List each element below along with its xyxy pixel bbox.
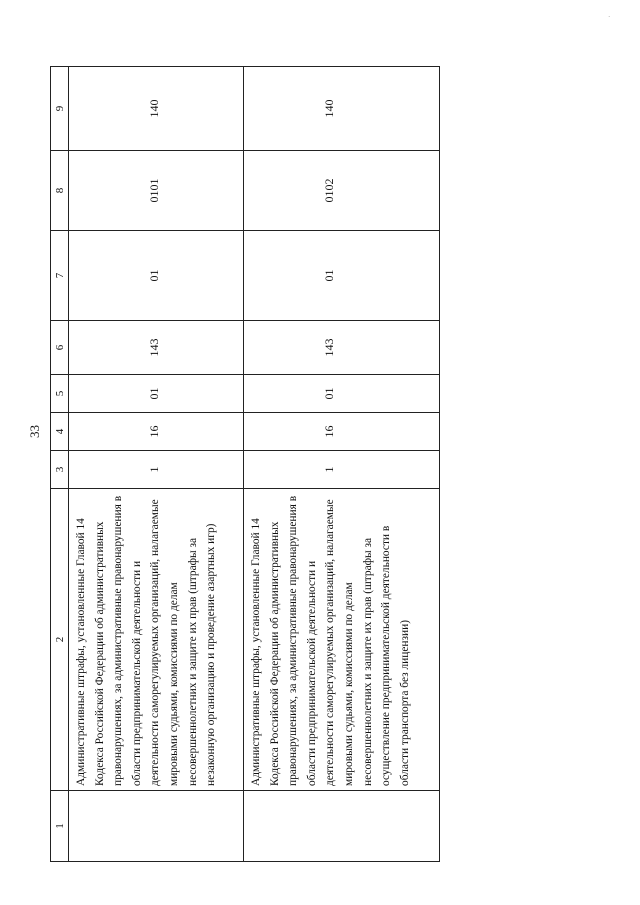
cell-col6: 143: [243, 321, 439, 375]
cell-col5: 01: [243, 375, 439, 413]
cell-description: Административные штрафы, установленные Главой 14 Кодекса Российской Федерации об административных правонарушениях, за административные правонарушения в области предпринимательской деятельности и деятельности саморегулируемых организаций, налагаемые мировыми судьями, комиссиями по делам несовершеннолетних и защите их прав (штрафы за осуществление предпринимательской деятельности в области транспорта без лицензии): [243, 489, 439, 791]
column-number: 6: [51, 321, 69, 375]
corner-mark: ·: [608, 13, 611, 21]
page-number: 33: [27, 425, 42, 438]
budget-classification-table: [50, 66, 440, 862]
column-number: 5: [51, 375, 69, 413]
table-row: [243, 67, 439, 862]
column-number: 3: [51, 451, 69, 489]
column-number: 4: [51, 413, 69, 451]
cell-col8: 0102: [243, 151, 439, 231]
column-number: 9: [51, 67, 69, 151]
cell-description: Административные штрафы, установленные Главой 14 Кодекса Российской Федерации об административных правонарушениях, за административные правонарушения в области предпринимательской деятельности и деятельности саморегулируемых организаций, налагаемые мировыми судьями, комиссиями по делам несовершеннолетних и защите их прав (штрафы за незаконную организацию и проведение азартных игр): [69, 489, 244, 791]
rotated-table-container: [50, 67, 440, 862]
cell-col9: 140: [243, 67, 439, 151]
cell-col6: 143: [69, 321, 244, 375]
column-number: 7: [51, 231, 69, 321]
cell-col3: 1: [69, 451, 244, 489]
cell-col4: 16: [69, 413, 244, 451]
cell-col9: 140: [69, 67, 244, 151]
column-number: 2: [51, 489, 69, 791]
cell-col4: 16: [243, 413, 439, 451]
cell-col3: 1: [243, 451, 439, 489]
cell-col7: 01: [69, 231, 244, 321]
cell-col5: 01: [69, 375, 244, 413]
cell-col8: 0101: [69, 151, 244, 231]
table-row: [69, 67, 244, 862]
cell-col1: [243, 791, 439, 862]
column-number-row: [51, 67, 69, 862]
cell-col7: 01: [243, 231, 439, 321]
column-number: 8: [51, 151, 69, 231]
cell-col1: [69, 791, 244, 862]
column-number: 1: [51, 791, 69, 862]
